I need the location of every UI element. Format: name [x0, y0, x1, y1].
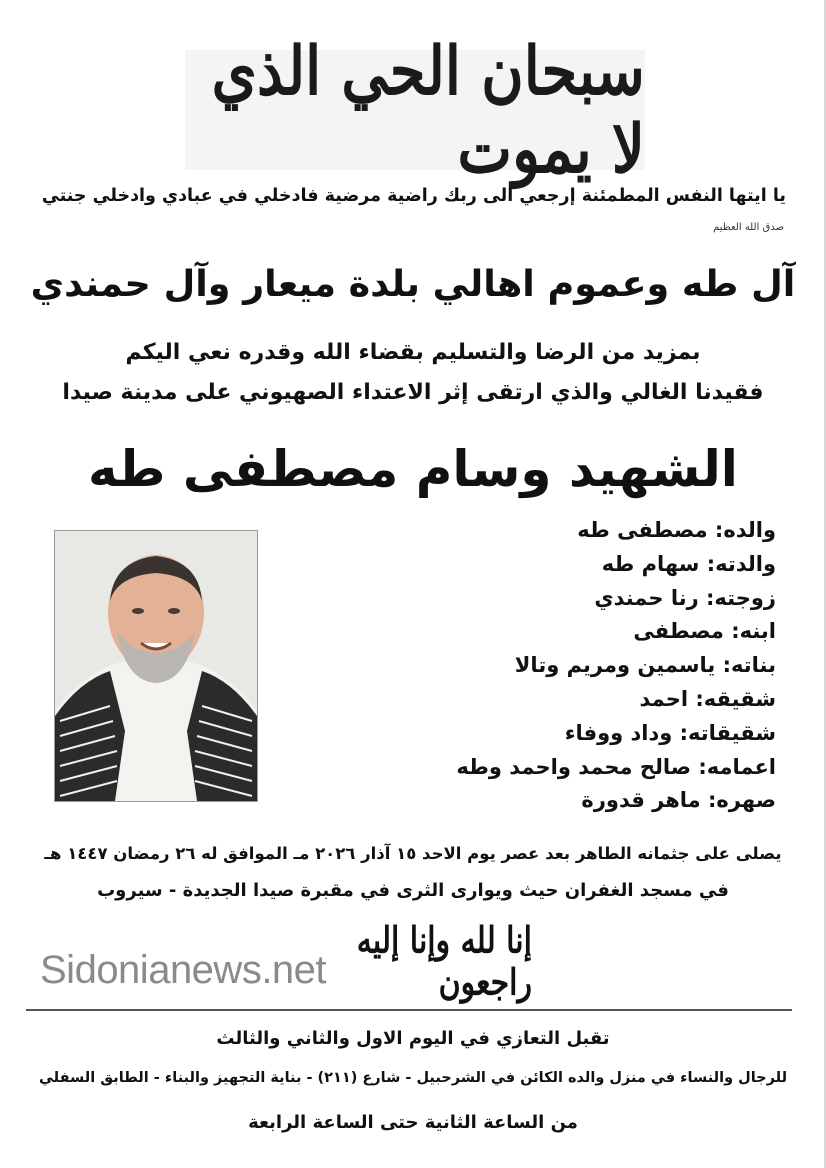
header-calligraphy	[185, 31, 645, 189]
quran-verse: يا ايتها النفس المطمئنة إرجعي الى ربك راضية مرضية فادخلي في عبادي وادخلي جنتي	[41, 186, 786, 206]
relative-wife: زوجته: رنا حمندي	[594, 585, 776, 610]
footer-calligraphy-text: إنا لله وإنا إليه راجعون	[356, 920, 532, 1004]
verse-source: صدق الله العظيم	[713, 222, 784, 233]
funeral-prayer-line-1: يصلى على جثمانه الطاهر بعد عصر يوم الاحد ١٥ آذار ٢٠٢٦ مـ الموافق له ٢٦ رمضان ١٤٤٧ هـ	[44, 844, 782, 863]
relatives-list	[296, 514, 776, 818]
divider-line	[26, 1009, 792, 1011]
martyr-photo	[54, 530, 258, 802]
relative-daughters: بناته: ياسمين ومريم وتالا	[514, 653, 776, 678]
relative-sisters: شقيقاته: وداد ووفاء	[564, 720, 776, 745]
condolences-line-2: للرجال والنساء في منزل والده الكائن في الشرحبيل - شارع (٢١١) - بناية التجهيز والبناء - الطابق السفلي	[38, 1070, 788, 1086]
relative-father: والده: مصطفى طه	[577, 518, 776, 542]
footer-calligraphy	[322, 920, 532, 1004]
announcement-line-1: بمزيد من الرضا والتسليم بقضاء الله وقدره نعي اليكم	[125, 340, 701, 365]
header-calligraphy-text: سبحان الحي الذي لا يموت	[211, 31, 645, 189]
relative-son: ابنه: مصطفى	[633, 619, 776, 644]
condolences-line-3: من الساعة الثانية حتى الساعة الرابعة	[248, 1112, 578, 1133]
relative-mother: والدته: سهام طه	[601, 551, 776, 576]
announcement-line-2: فقيدنا الغالي والذي ارتقى إثر الاعتداء الصهيوني على مدينة صيدا	[62, 380, 764, 405]
condolences-line-1: تقبل التعازي في اليوم الاول والثاني والثالث	[216, 1028, 610, 1049]
families-heading: آل طه وعموم اهالي بلدة ميعار وآل حمندي	[30, 262, 796, 305]
portrait-image	[55, 531, 257, 801]
site-watermark: Sidonianews.net	[40, 948, 327, 992]
relative-brother: شقيقه: احمد	[639, 686, 776, 711]
relative-in-law: صهره: ماهر قدورة	[581, 788, 776, 813]
funeral-prayer-line-2: في مسجد الغفران حيث ويوارى الثرى في مقبرة صيدا الجديدة - سيروب	[97, 880, 729, 901]
martyr-name: الشهيد وسام مصطفى طه	[88, 440, 738, 498]
relative-uncles: اعمامه: صالح محمد واحمد وطه	[456, 754, 776, 779]
